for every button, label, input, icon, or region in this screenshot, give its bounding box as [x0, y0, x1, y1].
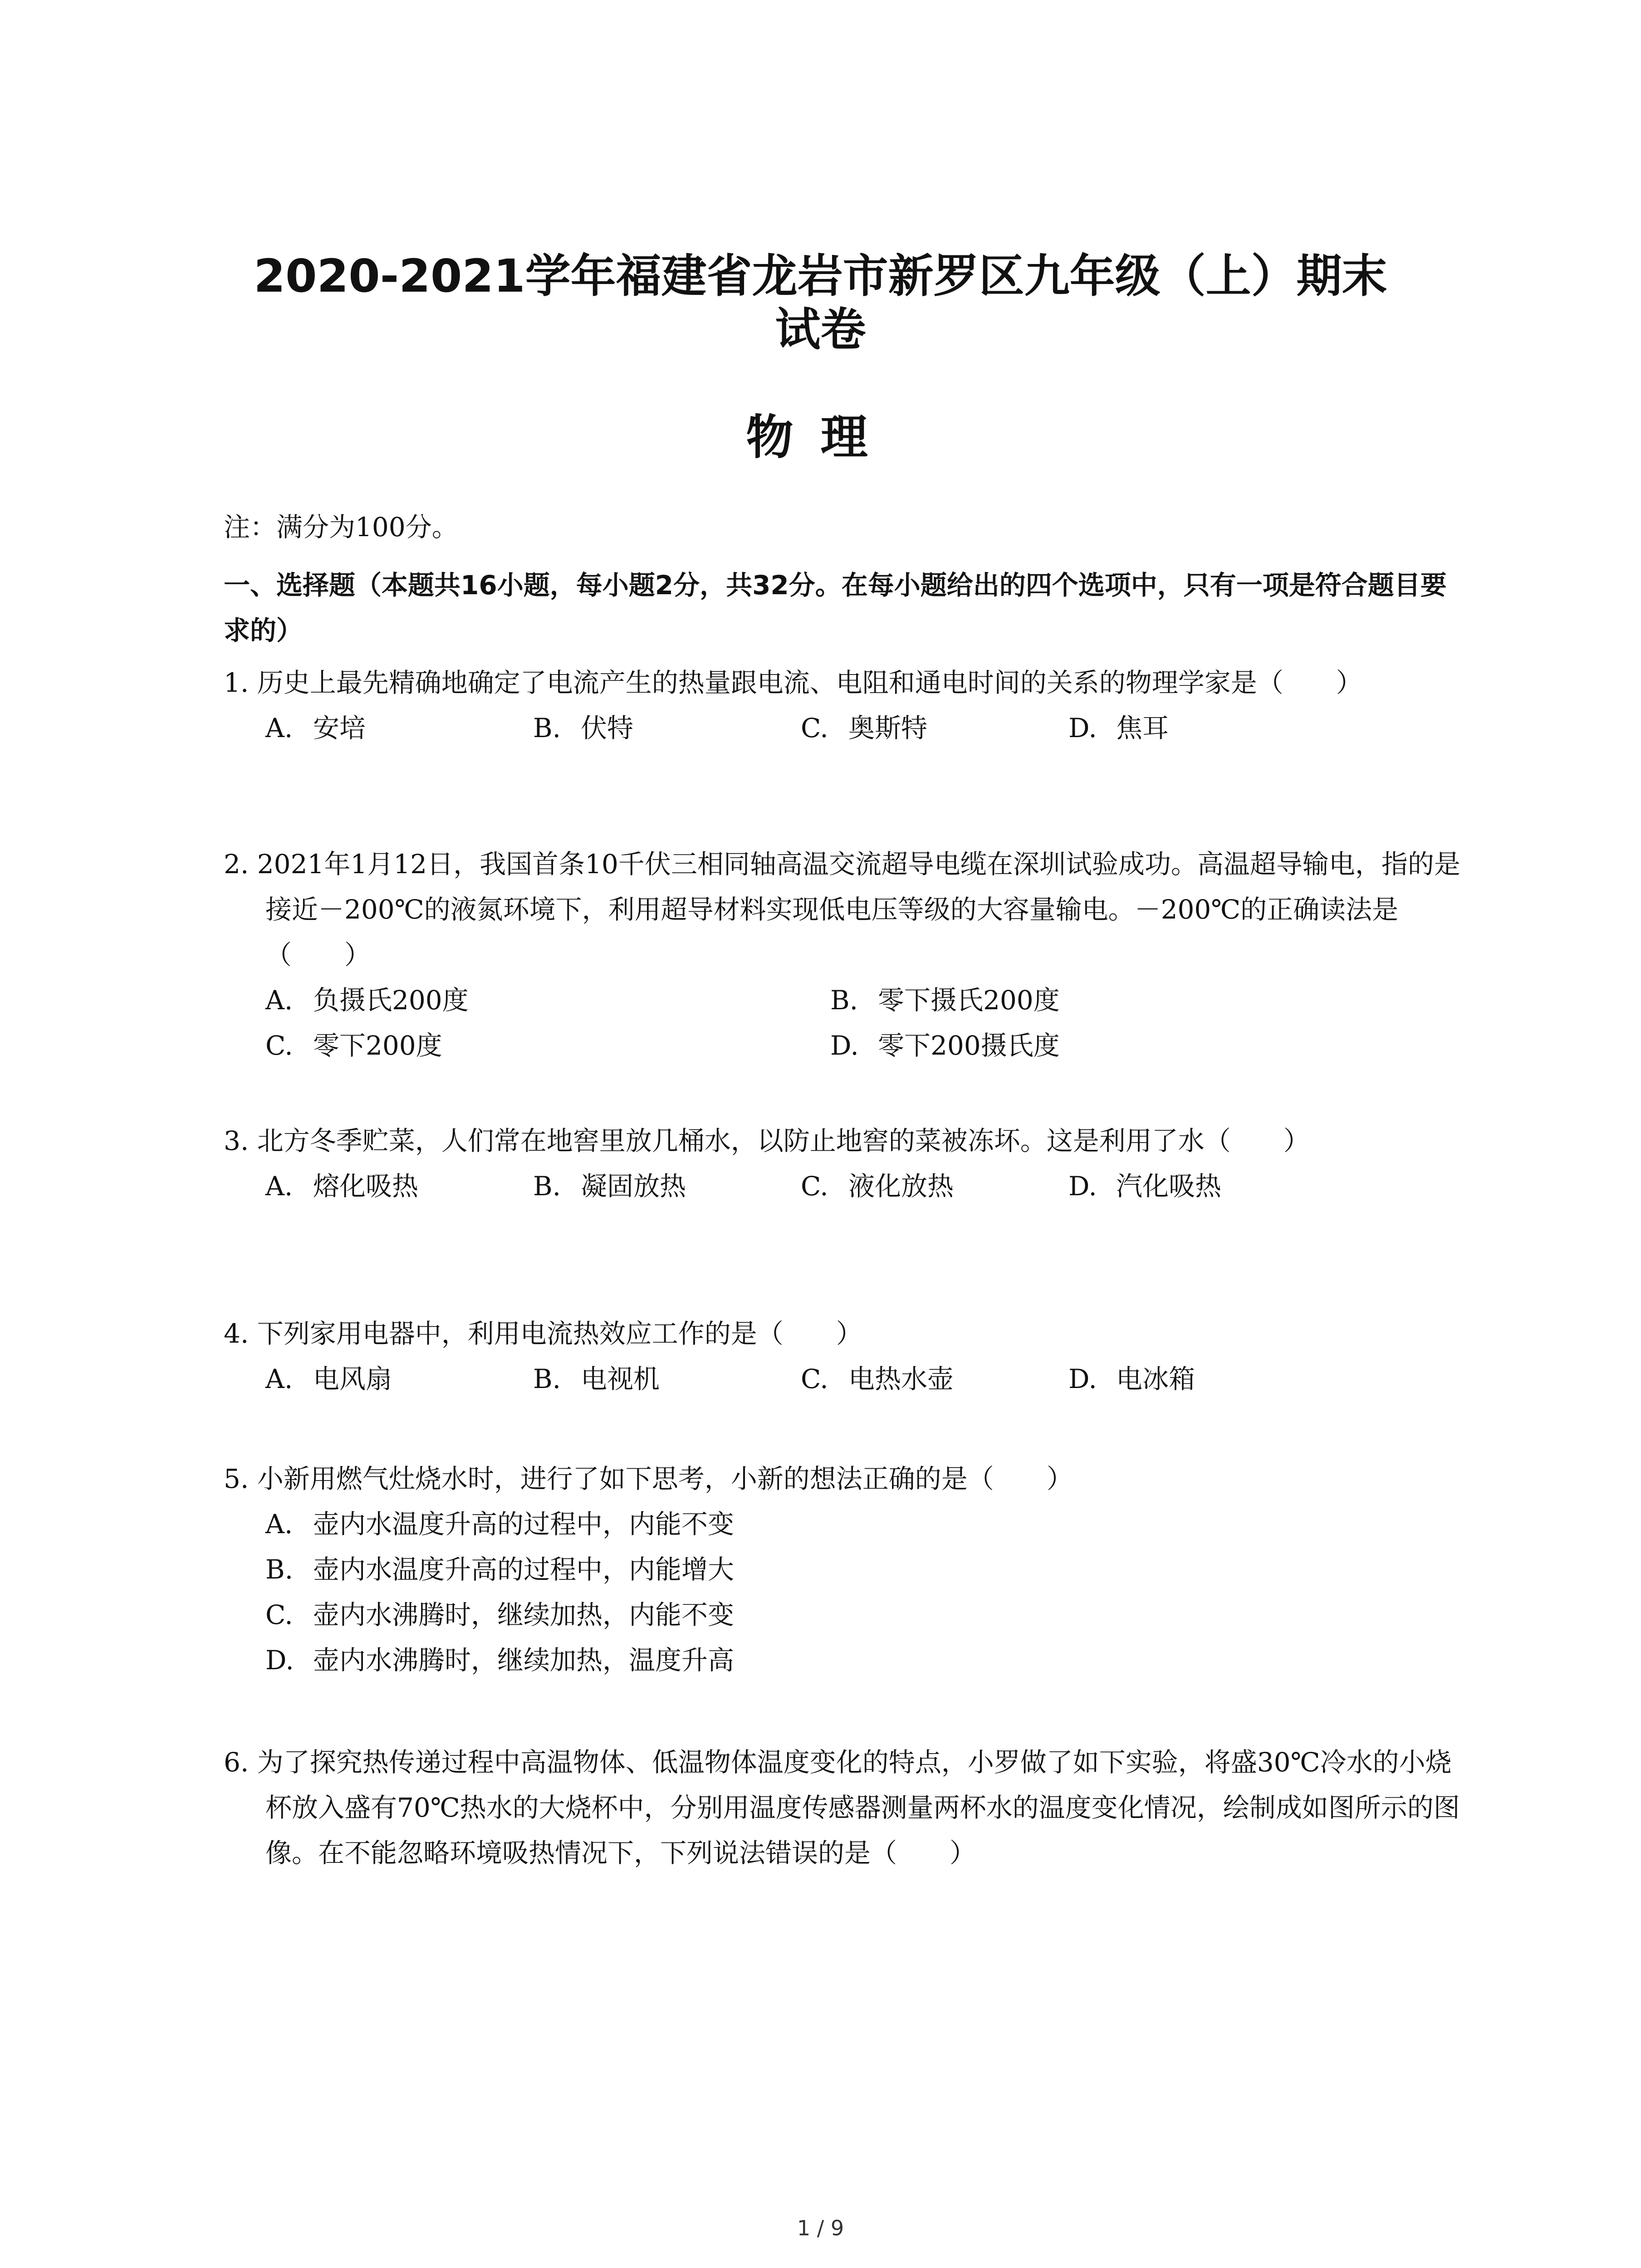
- question-4: [224, 1311, 1467, 1402]
- option-b: B. 零下摄氏200度: [830, 985, 1060, 1016]
- option-c: C. 零下200度: [265, 1030, 442, 1061]
- option-a: A. 负摄氏200度: [265, 985, 469, 1016]
- page-number: 1 / 9: [797, 2216, 844, 2240]
- section-heading: 一、选择题（本题共16小题，每小题2分，共32分。在每小题给出的四个选项中，只有一项是符合题目要求的）: [224, 570, 1447, 646]
- question-2: [224, 841, 1467, 1068]
- option-a: A. 熔化吸热: [265, 1171, 419, 1202]
- question-stem: 3. 北方冬季贮菜，人们常在地窖里放几桶水，以防止地窖的菜被冻坏。这是利用了水（ ）: [224, 1125, 1310, 1156]
- option-b: B. 凝固放热: [533, 1171, 686, 1202]
- option-d: D. 零下200摄氏度: [830, 1030, 1060, 1061]
- title-line-1: 2020-2021学年福建省龙岩市新罗区九年级（上）期末: [254, 249, 1387, 303]
- subject-heading: 物理: [746, 410, 895, 465]
- title-line-2: 试卷: [775, 303, 866, 356]
- options-row: [265, 1023, 1467, 1068]
- question-3: [224, 1118, 1467, 1209]
- exam-title: [136, 249, 1505, 357]
- option-a: A. 安培: [265, 713, 366, 743]
- question-stem: 2. 2021年1月12日，我国首条10千伏三相同轴高温交流超导电缆在深圳试验成功。高温超导输电，指的是接近－200℃的液氮环境下，利用超导材料实现低电压等级的大容量输电。－200℃的正确读法是（ ）: [224, 849, 1460, 970]
- option-b: B. 电视机: [533, 1364, 660, 1394]
- option-d: D. 壶内水沸腾时，继续加热，温度升高: [265, 1645, 735, 1676]
- question-6: [224, 1740, 1467, 1876]
- options-row: [265, 978, 1467, 1023]
- question-5: [224, 1456, 1467, 1683]
- option-d: D. 电冰箱: [1068, 1364, 1195, 1394]
- score-note: 注：满分为100分。: [224, 512, 458, 543]
- option-b: B. 壶内水温度升高的过程中，内能增大: [265, 1554, 735, 1585]
- option-c: C. 奥斯特: [801, 713, 928, 743]
- option-a: A. 壶内水温度升高的过程中，内能不变: [265, 1509, 735, 1540]
- option-a: A. 电风扇: [265, 1364, 392, 1394]
- option-d: D. 焦耳: [1068, 713, 1169, 743]
- question-stem: 5. 小新用燃气灶烧水时，进行了如下思考，小新的想法正确的是（ ）: [224, 1463, 1073, 1494]
- option-c: C. 液化放热: [801, 1171, 954, 1202]
- option-c: C. 电热水壶: [801, 1364, 954, 1394]
- question-stem: 6. 为了探究热传递过程中高温物体、低温物体温度变化的特点，小罗做了如下实验，将盛30℃冷水的小烧杯放入盛有70℃热水的大烧杯中，分别用温度传感器测量两杯水的温度变化情况，绘制成如图所示的图像。在不能忽略环境吸热情况下，下列说法错误的是（ ）: [224, 1747, 1460, 1868]
- options-row: [265, 705, 1467, 751]
- question-1: [224, 660, 1467, 751]
- option-c: C. 壶内水沸腾时，继续加热，内能不变: [265, 1599, 735, 1630]
- option-d: D. 汽化吸热: [1068, 1171, 1222, 1202]
- question-stem: 1. 历史上最先精确地确定了电流产生的热量跟电流、电阻和通电时间的关系的物理学家是（ ）: [224, 667, 1362, 698]
- question-stem: 4. 下列家用电器中，利用电流热效应工作的是（ ）: [224, 1318, 862, 1349]
- option-b: B. 伏特: [533, 713, 634, 743]
- options-row: [265, 1163, 1467, 1209]
- options-row: [265, 1356, 1467, 1402]
